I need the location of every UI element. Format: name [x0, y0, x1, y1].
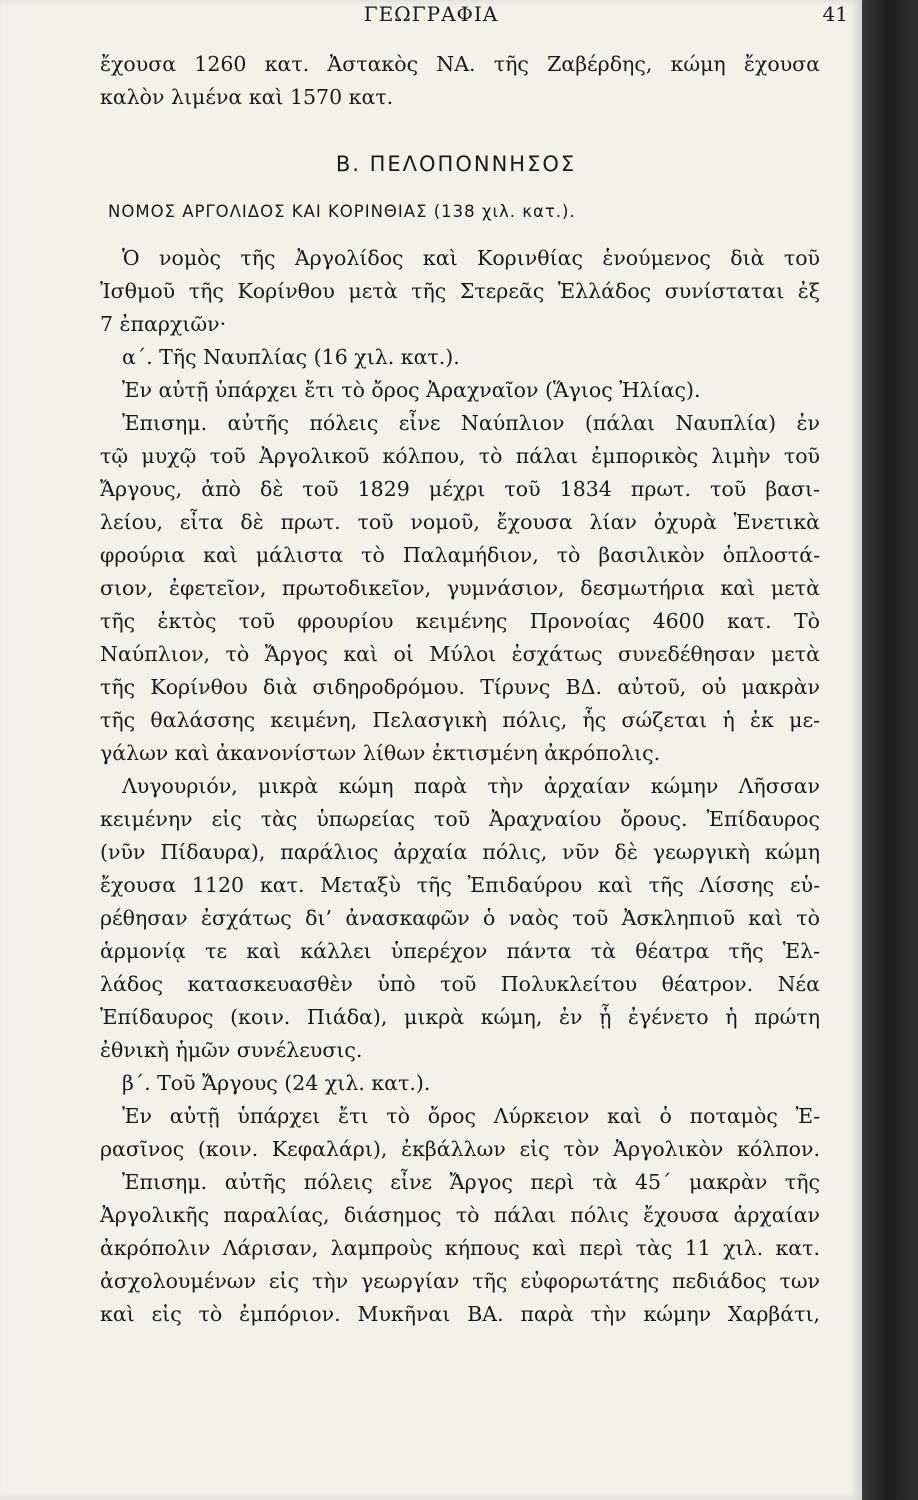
text-line: ἔχουσα 1260 κατ. Ἀστακὸς ΝΑ. τῆς Ζαβέρδης, κώμη ἔχουσα — [100, 52, 820, 76]
text-line: ἐθνικὴ ἡμῶν συνέλευσις. — [100, 1038, 363, 1062]
text-line: καλὸν λιμένα καὶ 1570 κατ. — [100, 85, 394, 109]
text-line: Ἰσθμοῦ τῆς Κορίνθου μετὰ τῆς Στερεᾶς Ἑλλάδος συνίσταται ἐξ — [100, 279, 820, 303]
page-header — [0, 2, 862, 28]
text-line: 7 ἐπαρχιῶν· — [100, 312, 227, 336]
section-title: Β. ΠΕΛΟΠΟΝΝΗΣΟΣ — [335, 152, 577, 176]
text-line: φρούρια καὶ μάλιστα τὸ Παλαμήδιον, τὸ βασιλικὸν ὁπλοστά- — [100, 543, 820, 567]
text-line: Ὁ νομὸς τῆς Ἀργολίδος καὶ Κορινθίας ἑνούμενος διὰ τοῦ — [122, 246, 820, 270]
text-line: (νῦν Πίδαυρα), παράλιος ἀρχαία πόλις, νῦν δὲ γεωργικὴ κώμη — [100, 840, 820, 864]
text-line: Ἐπισημ. αὐτῆς πόλεις εἶνε Ναύπλιον (πάλαι Ναυπλία) ἐν — [122, 411, 820, 435]
text-line: Ἐπισημ. αὐτῆς πόλεις εἶνε Ἄργος περὶ τὰ 45΄ μακρὰν τῆς — [122, 1170, 820, 1194]
text-line: τῆς Κορίνθου διὰ σιδηροδρόμου. Τίρυνς ΒΔ. αὐτοῦ, οὐ μακρὰν — [100, 675, 820, 699]
running-title: ΓΕΩΓΡΑΦΙΑ — [363, 2, 499, 26]
text-line: λάδος κατασκευασθὲν ὑπὸ τοῦ Πολυκλείτου θέατρον. Νέα — [100, 972, 820, 996]
text-line: τῆς θαλάσσης κειμένη, Πελασγικὴ πόλις, ἧς σώζεται ἡ ἐκ με- — [100, 708, 820, 732]
text-line: Ἐπίδαυρος (κοιν. Πιάδα), μικρὰ κώμη, ἐν ᾗ ἐγένετο ἡ πρώτη — [100, 1005, 820, 1029]
text-line: Ἄργους, ἀπὸ δὲ τοῦ 1829 μέχρι τοῦ 1834 πρωτ. τοῦ βασι- — [100, 477, 820, 501]
text-line: ἀκρόπολιν Λάρισαν, λαμπροὺς κήπους καὶ περὶ τὰς 11 χιλ. κατ. — [100, 1236, 820, 1260]
text-line: καὶ εἰς τὸ ἐμπόριον. Μυκῆναι ΒΑ. παρὰ τὴν κώμην Χαρβάτι, — [100, 1302, 820, 1326]
text-line: ἀσχολουμένων εἰς τὴν γεωργίαν τῆς εὐφορωτάτης πεδιάδος των — [100, 1269, 820, 1293]
text-line: ἔχουσα 1120 κατ. Μεταξὺ τῆς Ἐπιδαύρου καὶ τῆς Λίσσης εὑ- — [100, 873, 820, 897]
text-line: τῷ μυχῷ τοῦ Ἀργολικοῦ κόλπου, τὸ πάλαι ἐμπορικὸς λιμὴν τοῦ — [100, 444, 820, 468]
text-line: σιον, ἐφετεῖον, πρωτοδικεῖον, γυμνάσιον, δεσμωτήρια καὶ μετὰ — [100, 576, 820, 600]
text-line: λείου, εἶτα δὲ πρωτ. τοῦ νομοῦ, ἔχουσα λίαν ὀχυρὰ Ἑνετικὰ — [100, 510, 820, 534]
page-gutter-shadow — [862, 0, 918, 1500]
text-line: ἁρμονίᾳ τε καὶ κάλλει ὑπερέχον πάντα τὰ θέατρα τῆς Ἑλ- — [100, 939, 820, 963]
prefecture-title: ΝΟΜΟΣ ΑΡΓΟΛΙΔΟΣ ΚΑΙ ΚΟΡΙΝΘΙΑΣ (138 χιλ. κατ.). — [108, 202, 576, 221]
subsection-heading: α΄. Τῆς Ναυπλίας (16 χιλ. κατ.). — [122, 345, 460, 369]
text-line: Ναύπλιον, τὸ Ἄργος καὶ οἱ Μύλοι ἐσχάτως συνεδέθησαν μετὰ — [100, 642, 820, 666]
text-line: τῆς ἐκτὸς τοῦ φρουρίου κειμένης Προνοίας 4600 κατ. Τὸ — [100, 609, 820, 633]
text-line: Ἐν αὐτῇ ὑπάρχει ἔτι τὸ ὄρος Λύρκειον καὶ ὁ ποταμὸς Ἐ- — [122, 1104, 820, 1128]
text-line: Ἐν αὐτῇ ὑπάρχει ἔτι τὸ ὄρος Ἀραχναῖον (Ἅγιος Ἠλίας). — [122, 378, 701, 402]
page-text — [100, 48, 820, 1331]
text-line: κειμένην εἰς τὰς ὑπωρείας τοῦ Ἀραχναίου ὄρους. Ἐπίδαυρος — [100, 807, 820, 831]
text-line: Ἀργολικῆς παραλίας, διάσημος τὸ πάλαι πόλις ἔχουσα ἀρχαίαν — [100, 1203, 820, 1227]
text-line: ρασῖνος (κοιν. Κεφαλάρι), ἐκβάλλων εἰς τὸν Ἀργολικὸν κόλπον. — [100, 1137, 820, 1161]
text-line: ρέθησαν ἐσχάτως δι’ ἀνασκαφῶν ὁ ναὸς τοῦ Ἀσκληπιοῦ καὶ τὸ — [100, 906, 820, 930]
page-number: 41 — [822, 2, 848, 26]
subsection-heading: β΄. Τοῦ Ἄργους (24 χιλ. κατ.). — [122, 1071, 431, 1095]
text-line: γάλων καὶ ἀκανονίστων λίθων ἐκτισμένη ἀκρόπολις. — [100, 741, 661, 765]
text-line: Λυγουριόν, μικρὰ κώμη παρὰ τὴν ἀρχαίαν κώμην Λῆσσαν — [122, 774, 820, 798]
